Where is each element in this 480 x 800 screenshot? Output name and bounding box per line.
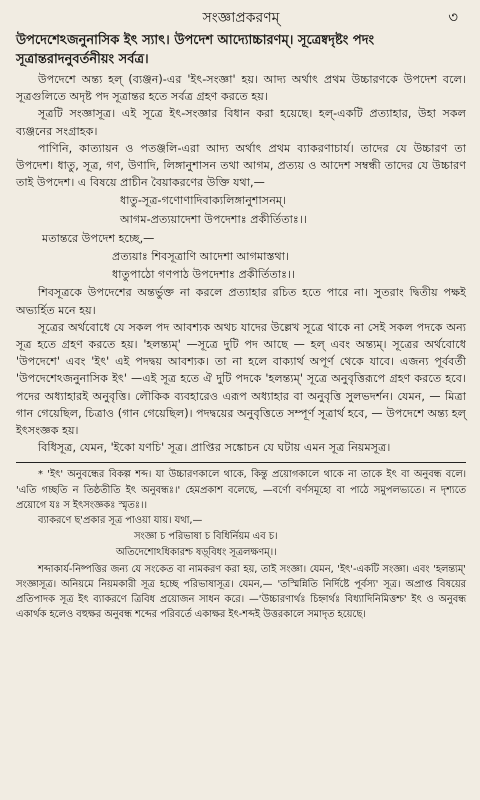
page-header	[16, 6, 466, 30]
footnote-verse-line-2: অতিদেশোঽধিকারশ্চ ষড়্‌বিধং সূত্রলক্ষণম্।।	[116, 547, 277, 559]
page-number: ৩	[448, 8, 458, 26]
verse-2-line-1: প্রত্যয়াঃ শিবসূত্রাণি আদেশা আগমাস্তথা।	[112, 250, 289, 264]
sutra-heading: উপদেশেঽজনুনাসিক ইৎ স্যাৎ। উপদেশ আদ্যোচ্চারণম্। সূত্রেষ্বদৃষ্টং পদং সূত্রান্তরাদনুবর্তনীয়ং সর্বত্র।	[16, 33, 375, 67]
footnote-2: ব্যাকরণে ছ'প্রকার সূত্র পাওয়া যায়। যথা,—	[38, 515, 203, 527]
running-title: সংজ্ঞাপ্রকরণম্	[202, 10, 280, 26]
footnote-3: শব্দাকার্য-নিষ্পত্তির জন্য যে সংকেত বা নামকরণ করা হয়, তাই সংজ্ঞা। যেমন, 'ইৎ'-একটি সংজ্ঞা। এবং 'হলন্ত্যম্' সংজ্ঞাসূত্র। অনিয়মে নিয়মকারী সূত্র হচ্ছে পরিভাষাসূত্র। যেমন,— 'তস্মিন্নিতি নির্দিষ্টে পূর্বস্য' সূত্র। অপ্রাপ্ত বিষয়ের প্রতিপাদক সূত্র ইৎ ব্যাকরণে ত্রিবিধ প্রয়োজন সাধন করে। —'উচ্চারণার্থঃ চিহ্নার্থঃ বিধ্যাদিনিমিত্তশ্চ' ইৎ ও অনুবন্ধ একার্থক হলেও বহুক্ষর অনুবন্ধ শব্দের পরিবর্তে একাক্ষর ইৎ-শব্দই উত্তরকালে সমাদৃত হয়েছে।	[16, 563, 466, 621]
footnote-1: * 'ইৎ' অনুবন্ধের বিকল্প শব্দ। যা উচ্চারণকালে থাকে, কিন্তু প্রয়োগকালে থাকে না তাকে ইৎ বা অনুবন্ধ বলে। 'এতি গচ্ছতি ন তিষ্ঠতীতি ইৎ অনুবন্ধঃ।' হেমপ্রকাশ বলেছে, —বর্ণো বর্ণসমূহো বা পাঠে সমুপলভ্যতে। ন দৃশ্যতে প্রয়োগে যঃ স ইৎসংজ্ঞকঃ স্মৃতঃ।।	[16, 469, 466, 511]
paragraph-4: শিবসূত্রকে উপদেশের অন্তর্ভুক্ত না করলে প্রত্যাহার রচিত হতে পারে না। সুতরাং দ্বিতীয় পক্ষই অভ্যর্হিত মনে হয়।	[16, 286, 466, 317]
paragraph-5: সূত্রের অর্থবোধে যে সকল পদ আবশ্যক অথচ যাদের উল্লেখ সূত্রে থাকে না সেই সকল পদকে অন্য সূত্র হতে গ্রহণ করতে হয়। 'হলন্ত্যম্' —সূত্রে দুটি পদ আছে — হল্ এবং অন্ত্যম্। সূত্রের অর্থবোধে 'উপদেশে' এবং 'ইৎ' এই পদদ্বয় আবশ্যক। তা না হলে বাক্যার্থ অপূর্ণ থেকে যাবে। এজন্য পূর্ববর্তী 'উপদেশেঽজনুনাসিক ইৎ' —এই সূত্র হতে ঐ দুটি পদকে 'হলন্ত্যম্' সূত্রে অনুবৃত্তিরূপে গ্রহণ করতে হবে। পদের অধ্যাহারই অনুবৃত্তি। লৌকিক ব্যবহারেও এরূপ অধ্যাহার বা অনুবৃত্তি সুলভদর্শন। যেমন, — মিত্রা গান গেয়েছিল, চিত্রাও (গান গেয়েছিল)। পদদ্বয়ের অনুবৃত্তিতে সম্পূর্ণ সূত্রার্থ হবে, — উপদেশে অন্ত্য হল্ ইৎসংজ্ঞক হয়।	[16, 320, 466, 438]
paragraph-6: বিধিসূত্র, যেমন, 'ইকো যণচি' সূত্র। প্রাপ্তির সঙ্কোচন যে ঘটায় এমন সূত্র নিয়মসূত্র।	[38, 441, 391, 455]
footnote-divider	[16, 462, 466, 463]
footnotes	[16, 467, 466, 622]
paragraph-3: পাণিনি, কাত্যায়ন ও পতঞ্জলি-এরা আদ্য অর্থাৎ প্রথম ব্যাকরণাচার্য। তাদের যে উচ্চারণ তা উপদেশ। ধাতু, সূত্র, গণ, উণাদি, লিঙ্গানুশাসন তথা আগম, প্রত্যয় ও আদেশ সম্বন্ধী তাদের যে উচ্চারণ তাই উপদেশ। এ বিষয়ে প্রাচীন বৈয়াকরণের উক্তি যথা,—	[16, 141, 466, 190]
paragraph-1: উপদেশে অন্ত্য হল্ (ব্যঞ্জন)-এর 'ইৎ-সংজ্ঞা' হয়। আদ্য অর্থাৎ প্রথম উচ্চারণকে উপদেশ বলে। সূত্রগুলিতে অদৃষ্ট পদ সূত্রান্তর হতে সর্বত্র গ্রহণ করতে হয়।	[16, 73, 466, 104]
paragraph-2: সূত্রটি সংজ্ঞাসূত্র। এই সূত্রে ইৎ-সংজ্ঞার বিধান করা হয়েছে। হল্-একটি প্রত্যাহার, উহা সকল ব্যঞ্জনের সংগ্রাহক।	[16, 107, 466, 138]
verse-1-line-1: ধাতু-সূত্র-গণোণাদিবাক্যলিঙ্গানুশাসনম্।	[120, 194, 287, 208]
footnote-verse-line-1: সংজ্ঞা চ পরিভাষা চ বিধির্নিয়ম এব চ।	[134, 531, 278, 543]
alternate-view-intro: মতান্তরে উপদেশ হচ্ছে,—	[42, 231, 155, 245]
verse-2-line-2: ধাতুপাঠো গণপাঠ উপদেশাঃ প্রকীর্তিতাঃ।।	[112, 268, 296, 282]
verse-1-line-2: আগম-প্রত্যয়াদেশা উপদেশাঃ প্রকীর্তিতাঃ।।	[120, 212, 307, 226]
